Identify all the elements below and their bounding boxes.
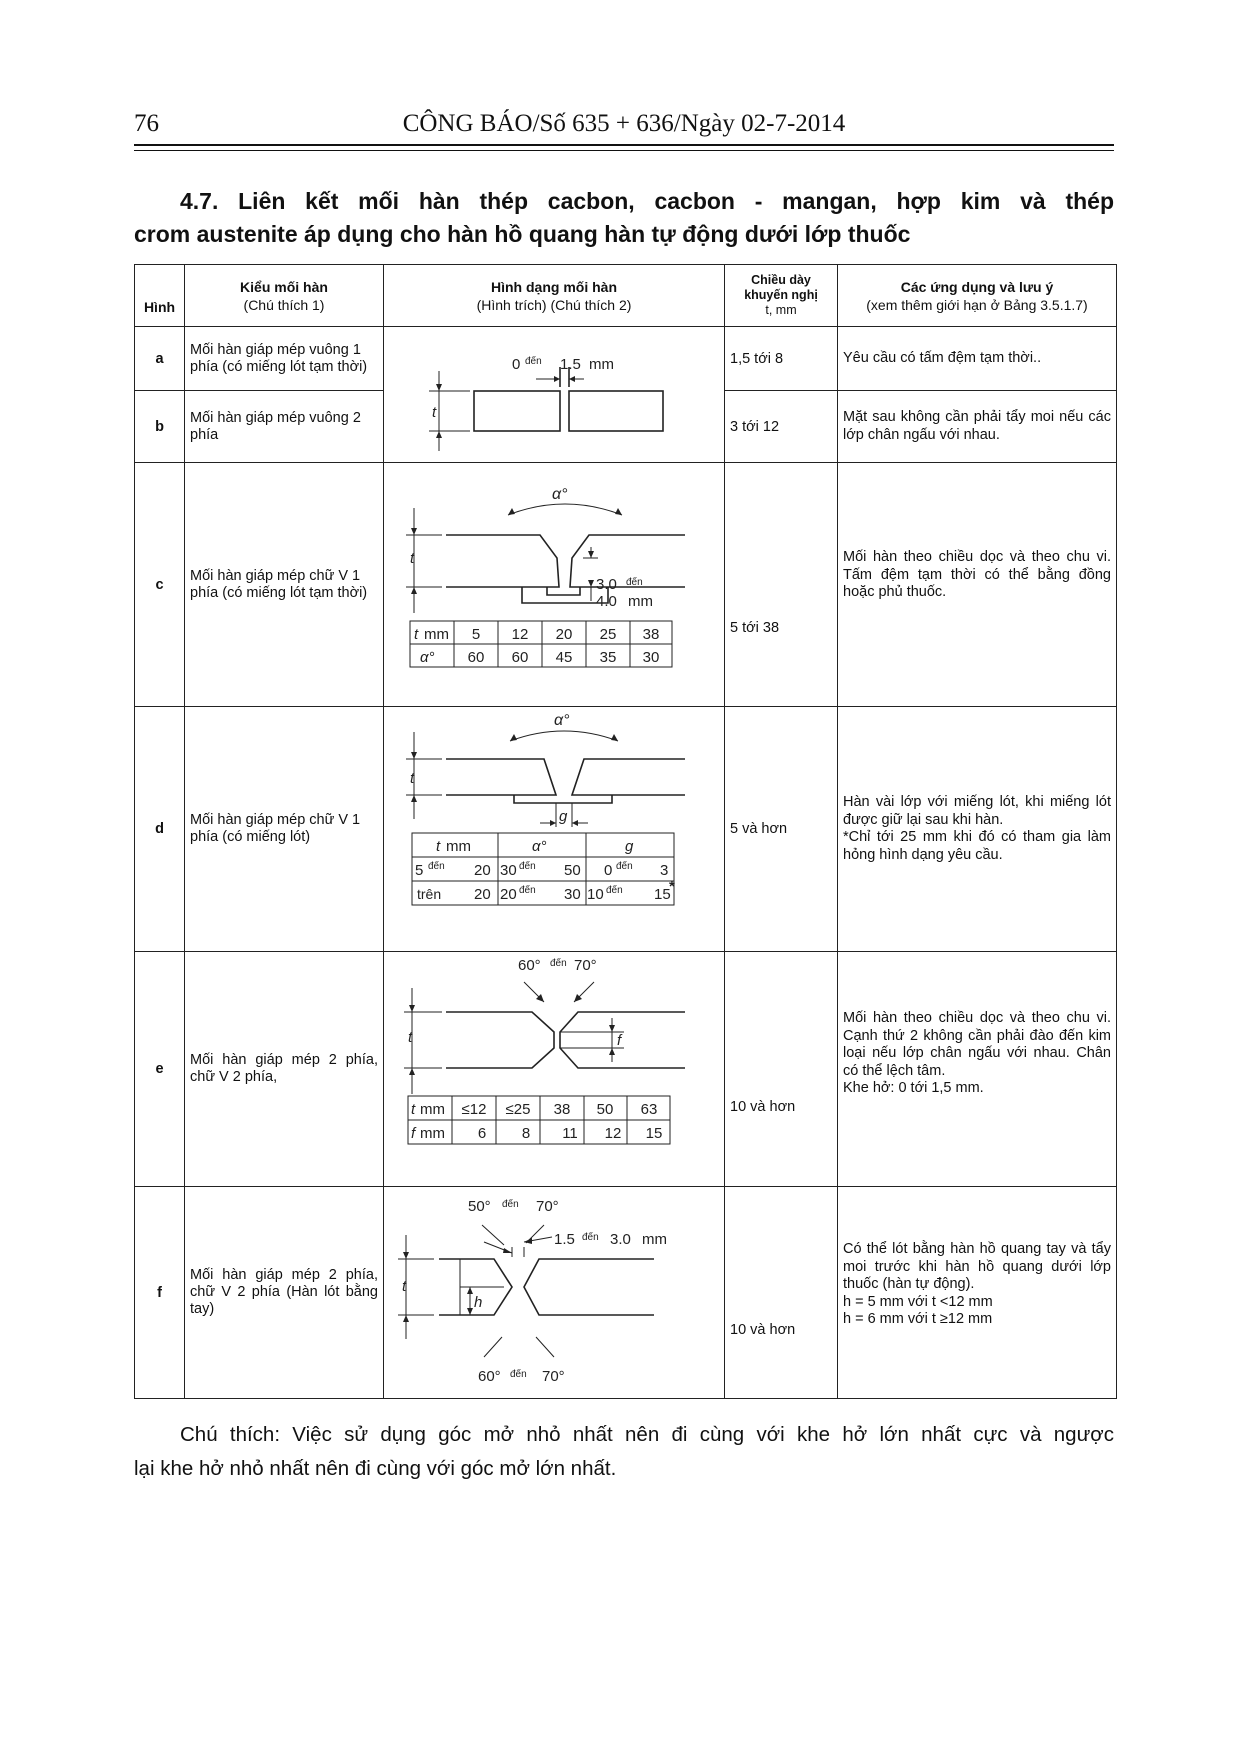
tab-cell: 30: [500, 862, 517, 879]
row-id: d: [135, 707, 185, 952]
figure-square-butt: [384, 327, 725, 463]
tab-cell: 11: [562, 1125, 578, 1142]
tab-cell: đến: [519, 885, 536, 896]
tab-cell: trên: [417, 886, 442, 902]
tab-cell: đến: [606, 885, 623, 896]
tab-cell: 8: [521, 1125, 531, 1142]
thickness: 5 tới 38: [725, 463, 838, 707]
alpha-label: α°: [552, 486, 568, 503]
footnote: [134, 1418, 1114, 1486]
section-title-line1: 4.7. Liên kết mối hàn thép cacbon, cacbon - mangan, hợp kim và thép: [180, 188, 1114, 214]
figure-c-cell: [384, 463, 725, 707]
bottom-angle-max: 70°: [542, 1368, 565, 1385]
tab-cell: 15: [654, 886, 671, 903]
angle-max: 70°: [574, 957, 597, 974]
root-face-max: 4.0: [596, 593, 617, 610]
tab-cell: ≤12: [461, 1101, 487, 1118]
table-header-row: [135, 265, 1117, 327]
h-label: h: [474, 1294, 483, 1311]
gap-den: đến: [582, 1232, 599, 1243]
notes: Mặt sau không cần phải tẩy moi nếu các lớp chân ngấu với nhau.: [838, 391, 1117, 463]
tab-cell: 12: [511, 626, 529, 643]
thickness-label: t: [410, 770, 415, 787]
tab-cell: 5: [415, 862, 424, 879]
tab-cell: 45: [555, 649, 573, 666]
top-angle-min: 50°: [468, 1198, 491, 1215]
thickness-root-table: [408, 1096, 670, 1144]
header-shape: Hình dạng mối hàn (Hình trích) (Chú thích 2): [384, 265, 725, 327]
tab-cell: 15: [645, 1125, 663, 1142]
tab-footnote-star: *: [669, 878, 675, 895]
header-type: Kiểu mối hàn (Chú thích 1): [185, 265, 384, 327]
thickness: 1,5 tới 8: [725, 327, 838, 391]
page-number: 76: [134, 110, 159, 137]
gap-unit: mm: [642, 1231, 667, 1248]
thickness-label: t: [408, 1029, 413, 1046]
thickness: 10 và hơn: [725, 1187, 838, 1399]
notes: Có thể lót bằng hàn hồ quang tay và tẩy moi trước khi hàn hồ quang dưới lớp thuốc (hàn tự động). h = 5 mm với t <12 mm h = 6 mm với t ≥12 mm: [838, 1187, 1117, 1399]
section-title-line2: crom austenite áp dụng cho hàn hồ quang hàn tự động dưới lớp thuốc: [134, 221, 911, 247]
thickness: 10 và hơn: [725, 952, 838, 1187]
figure-double-v: [384, 952, 725, 1187]
tab-cell: 38: [642, 626, 660, 643]
angle-den: đến: [550, 958, 567, 969]
weld-type: Mối hàn giáp mép chữ V 1 phía (có miếng lót): [185, 707, 384, 952]
header-thickness: Chiều dày khuyến nghị t, mm: [725, 265, 838, 327]
weld-type: Mối hàn giáp mép 2 phía, chữ V 2 phía (Hàn lót bằng tay): [185, 1187, 384, 1399]
gap-min: 0: [512, 356, 521, 373]
weld-type: Mối hàn giáp mép vuông 1 phía (có miếng lót tạm thời): [185, 327, 384, 391]
notes: Hàn vài lớp với miếng lót, khi miếng lót được giữ lại sau khi hàn. *Chỉ tới 25 mm khi đó có tham gia làm hỏng hình dạng yêu cầu.: [838, 707, 1117, 952]
tab-head-t: t: [436, 838, 441, 855]
notes: Yêu cầu có tấm đệm tạm thời..: [838, 327, 1117, 391]
weld-joints-table: [134, 264, 1117, 1399]
figure-ab-cell: [384, 327, 725, 463]
section-title: [134, 185, 1114, 251]
tab-cell: ≤25: [505, 1101, 531, 1118]
gap-unit: mm: [589, 356, 614, 373]
table-row: [135, 463, 1117, 707]
header-fig: Hình: [135, 265, 185, 327]
root-face-den: đến: [626, 577, 643, 588]
gap-max: 1.5: [560, 356, 581, 373]
tab-t-unit: mm: [424, 626, 449, 643]
tab-cell: 38: [553, 1101, 571, 1118]
tab-cell: 20: [474, 862, 491, 879]
tab-cell: 20: [474, 886, 491, 903]
tab-f-unit: mm: [420, 1125, 445, 1142]
footnote-line2: lại khe hở nhỏ nhất nên đi cùng với góc mở lớn nhất.: [134, 1457, 617, 1480]
tab-cell: 35: [599, 649, 617, 666]
table-row: [135, 1187, 1117, 1399]
tab-alpha-head: α°: [420, 649, 435, 666]
tab-t-head: t: [411, 1101, 416, 1118]
row-id: f: [135, 1187, 185, 1399]
figure-single-v-backing: [384, 707, 725, 952]
tab-cell: đến: [616, 861, 633, 872]
tab-cell: 60: [467, 649, 485, 666]
tab-cell: 50: [564, 862, 581, 879]
tab-cell: 60: [511, 649, 529, 666]
gazette-title: CÔNG BÁO/Số 635 + 636/Ngày 02-7-2014: [402, 110, 846, 137]
weld-type: Mối hàn giáp mép vuông 2 phía: [185, 391, 384, 463]
tab-t-unit: mm: [420, 1101, 445, 1118]
tab-cell: 30: [564, 886, 581, 903]
top-angle-den: đến: [502, 1199, 519, 1210]
figure-d-cell: [384, 707, 725, 952]
gap-label: g: [559, 808, 568, 825]
tab-cell: 6: [477, 1125, 487, 1142]
root-face-unit: mm: [628, 593, 653, 610]
thickness: 3 tới 12: [725, 391, 838, 463]
header-rule-thick: [134, 144, 1114, 146]
root-face-min: 3.0: [596, 576, 617, 593]
tab-head-t-unit: mm: [446, 838, 471, 855]
table-row: [135, 952, 1117, 1187]
row-id: a: [135, 327, 185, 391]
tab-cell: đến: [428, 861, 445, 872]
figure-double-v-manual-backing: [384, 1187, 725, 1399]
thickness-angle-table: [410, 621, 672, 667]
figure-e-cell: [384, 952, 725, 1187]
table-row: [135, 327, 1117, 391]
table-row: [135, 707, 1117, 952]
tab-head-alpha: α°: [532, 838, 547, 855]
footnote-line1: Chú thích: Việc sử dụng góc mở nhỏ nhất nên đi cùng với khe hở lớn nhất cực và ngược: [180, 1423, 1114, 1446]
header-applications: Các ứng dụng và lưu ý (xem thêm giới hạn ở Bảng 3.5.1.7): [838, 265, 1117, 327]
bottom-angle-min: 60°: [478, 1368, 501, 1385]
tab-cell: 50: [596, 1101, 614, 1118]
header-rule-thin: [134, 150, 1114, 151]
row-id: b: [135, 391, 185, 463]
tab-cell: 20: [555, 626, 573, 643]
tab-cell: 12: [604, 1125, 622, 1142]
angle-min: 60°: [518, 957, 541, 974]
tab-cell: 0: [604, 862, 613, 879]
tab-cell: 25: [599, 626, 617, 643]
thickness: 5 và hơn: [725, 707, 838, 952]
tab-t-head: t: [414, 626, 419, 643]
root-face-label: f: [617, 1032, 622, 1049]
gap-den: đến: [525, 356, 542, 367]
tab-f-head: f: [411, 1125, 416, 1142]
alpha-label: α°: [554, 712, 570, 729]
top-angle-max: 70°: [536, 1198, 559, 1215]
figure-f-cell: [384, 1187, 725, 1399]
weld-type: Mối hàn giáp mép 2 phía, chữ V 2 phía,: [185, 952, 384, 1187]
tab-cell: đến: [519, 861, 536, 872]
tab-head-g: g: [625, 838, 634, 855]
notes: Mối hàn theo chiều dọc và theo chu vi. Cạnh thứ 2 không cần phải đào đến kim loại nếu lớp chân ngấu với nhau. Chân có thể lệch tâm. Khe hở: 0 tới 1,5 mm.: [838, 952, 1117, 1187]
tab-cell: 5: [471, 626, 481, 643]
weld-type: Mối hàn giáp mép chữ V 1 phía (có miếng lót tạm thời): [185, 463, 384, 707]
row-id: c: [135, 463, 185, 707]
gap-max: 3.0: [610, 1231, 631, 1248]
thickness-label: t: [432, 404, 437, 421]
tab-cell: 20: [500, 886, 517, 903]
thickness-label: t: [402, 1278, 407, 1295]
thickness-label: t: [410, 550, 415, 567]
gap-min: 1.5: [554, 1231, 575, 1248]
tab-cell: 10: [587, 886, 604, 903]
bottom-angle-den: đến: [510, 1369, 527, 1380]
figure-single-v-temp-backing: [384, 463, 725, 707]
tab-cell: 30: [642, 649, 660, 666]
tab-cell: 3: [660, 862, 669, 879]
notes: Mối hàn theo chiều dọc và theo chu vi. Tấm đệm tạm thời có thể bằng đồng hoặc phủ thuốc.: [838, 463, 1117, 707]
row-id: e: [135, 952, 185, 1187]
tab-cell: 63: [640, 1101, 658, 1118]
